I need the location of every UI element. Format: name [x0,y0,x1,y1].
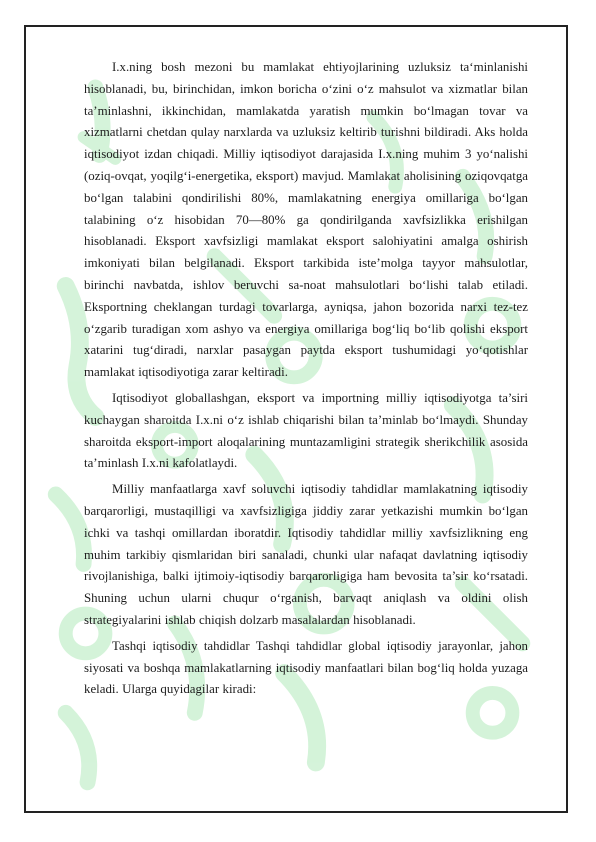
paragraph-1: I.x.ning bosh mezoni bu mamlakat ehtiyojlarining uzluksiz ta‘minlanishi hisoblanadi, bu, birinchidan, imkon boricha o‘zini o‘z mahsulot va xizmatlar bilan ta’minlashni, ikkinchidan, mamlakatda yaratish mumkin bo‘lmagan tovar va xizmatlarni chetdan qulay narxlarda va uzluksiz keltirib turishni bildiradi. Aks holda iqtisodiyot izdan chiqadi. Milliy iqtisodiyot darajasida I.x.ning muhim 3 yo‘nalishi (oziq-ovqat, yoqilg‘i-energetika, eksport) mavjud. Mamlakat aholisining oziqovqatga bo‘lgan talabini qondirilishi 80%, mamlakatning energiya omillariga bo‘lgan talabining o‘z hisobidan 70—80% ga qondirilganda xavfsizlikka erishilgan hisoblanadi. Eksport xavfsizligi mamlakat eksport salohiyatini amalga oshirish imkoniyati bilan belgilanadi. Eksport tarkibida iste’molga tayyor mahsulotlar, birinchi navbatda, ishlov beruvchi sa-noat mahsulotlari bo‘lishi talab etiladi. Eksportning cheklangan turdagi tovarlarga, ayniqsa, jahon bozorida narxi tez-tez o‘zgarib turadigan xom ashyo va energiya omillariga bog‘liq bo‘lib qolishi eksport xatarini tug‘diradi, narxlar pasaygan paytda eksport tushumidagi yo‘qotishlar mamlakat iqtisodiyotiga zarar keltiradi. [84,60,528,380]
paragraph-3: Milliy manfaatlarga xavf soluvchi iqtisodiy tahdidlar mamlakatning iqtisodiy barqarorligi, mustaqilligi va xavfsizligiga jiddiy zarar yetkazishi mumkin bo‘lgan ichki va tashqi omillardan iboratdir. Iqtisodiy tahdidlar milliy xavfsizlikning eng muhim tarkibiy qismlaridan biri sanaladi, chunki ular nafaqat davlatning iqtisodiy rivojlanishiga, balki ijtimoiy-iqtisodiy barqarorligiga ham bevosita ta’sir ko‘rsatadi. Shuning uchun ularni chuqur o‘rganish, barvaqt aniqlash va oldini olish strategiyalarini ishlab chiqish dolzarb masalalardan hisoblanadi. [84,482,528,627]
document-body [84,57,528,705]
page-frame [24,25,568,813]
paragraph-4: Tashqi iqtisodiy tahdidlar Tashqi tahdidlar global iqtisodiy jarayonlar, jahon siyosati va boshqa mamlakatlarning iqtisodiy manfaatlari bilan bog‘liq holda yuzaga keladi. Ularga quyidagilar kiradi: [84,638,528,697]
paragraph-2: Iqtisodiyot globallashgan, eksport va importning milliy iqtisodiyotga ta’siri kuchaygan sharoitda I.x.ni o‘z ishlab chiqarishi bilan ta’minlab bo‘lmaydi. Shunday sharoitda eksport-import aloqalarining muntazamligini strategik sherikchilik asosida ta’minlash I.x.ni kafolatlaydi. [84,390,528,471]
